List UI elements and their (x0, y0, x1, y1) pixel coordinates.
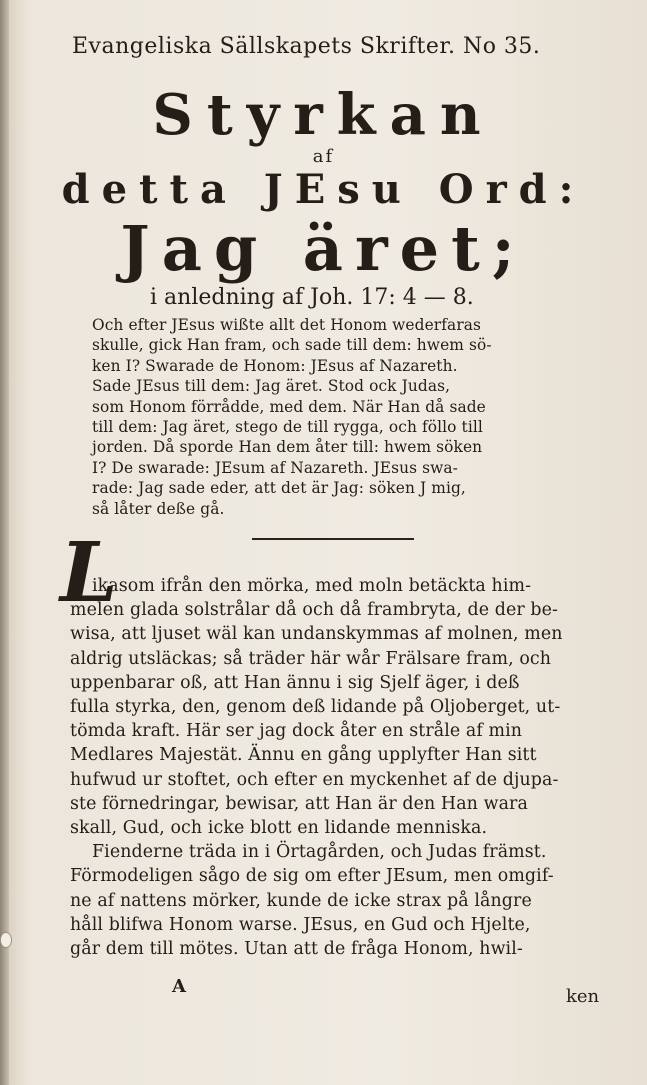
catchword: ken (566, 986, 600, 1007)
body-line: aldrig utsläckas; så träder här wår Frälsare fram, och (70, 648, 552, 669)
binding-hole (0, 932, 12, 948)
body-line: hufwud ur stoftet, och efter en myckenhet af de djupa- (70, 769, 559, 790)
scripture-reference: i anledning af Joh. 17: 4 — 8. (150, 285, 474, 310)
body-line: håll blifwa Honom warse. JEsus, en Gud och Hjelte, (70, 914, 531, 935)
body-line: tömda kraft. Här ser jag dock åter en stråle af min (70, 721, 523, 742)
drop-cap: L (60, 525, 118, 621)
body-line: Förmodeligen sågo de sig om efter JEsum, men omgif- (70, 866, 554, 887)
body-line: ikasom ifrån den mörka, med moln betäckta him- (92, 576, 532, 596)
body-text (70, 574, 610, 961)
scripture-quote (92, 315, 612, 519)
title-line-1: Styrkan (152, 82, 495, 148)
body-line: melen glada solstrålar då och då frambryta, de der be- (70, 600, 558, 621)
quote-line: till dem: Jag äret, stego de till rygga, och föllo till (92, 418, 483, 437)
series-header: Evangeliska Sällskapets Skrifter. No 35. (72, 34, 541, 59)
body-line: uppenbarar oß, att Han ännu i sig Sjelf äger, i deß (70, 672, 520, 693)
body-line: skall, Gud, och icke blott en lidande menniska. (70, 818, 488, 839)
quote-line: jorden. Då sporde Han dem åter till: hwem söken (92, 438, 483, 457)
body-line: wisa, att ljuset wäl kan undanskymmas af molnen, men (70, 624, 563, 645)
section-divider (252, 538, 414, 540)
signature-mark: A (172, 976, 186, 997)
quote-line: Och efter JEsus wißte allt det Honom wederfaras (92, 316, 482, 334)
body-line: ne af nattens mörker, kunde de icke strax på långre (70, 890, 532, 911)
title-line-3: Jag äret; (120, 212, 527, 285)
body-line: Medlares Majestät. Ännu en gång upplyfter Han sitt (70, 745, 537, 766)
title-line-2: detta JEsu Ord: (61, 166, 586, 213)
quote-line: I? De swarade: JEsum af Nazareth. JEsus swa- (92, 458, 458, 477)
quote-line: så låter deße gå. (92, 499, 225, 518)
quote-line: skulle, gick Han fram, och sade till dem: hwem sö- (92, 336, 492, 355)
body-line: ste förnedringar, bewisar, att Han är den Han wara (70, 793, 528, 814)
quote-line: Sade JEsus till dem: Jag äret. Stod ock Judas, (92, 377, 451, 396)
body-line: fulla styrka, den, genom deß lidande på Oljoberget, ut- (70, 697, 561, 718)
quote-line: rade: Jag sade eder, att det är Jag: söken J mig, (92, 479, 466, 498)
quote-line: som Honom förrådde, med dem. När Han då sade (92, 397, 486, 416)
quote-line: ken I? Swarade de Honom: JEsus af Nazareth. (92, 356, 458, 375)
title-af: af (312, 146, 335, 167)
body-line: Fienderne träda in i Örtagården, och Judas främst. (92, 842, 547, 863)
body-line: går dem till mötes. Utan att de fråga Honom, hwil- (70, 939, 523, 960)
